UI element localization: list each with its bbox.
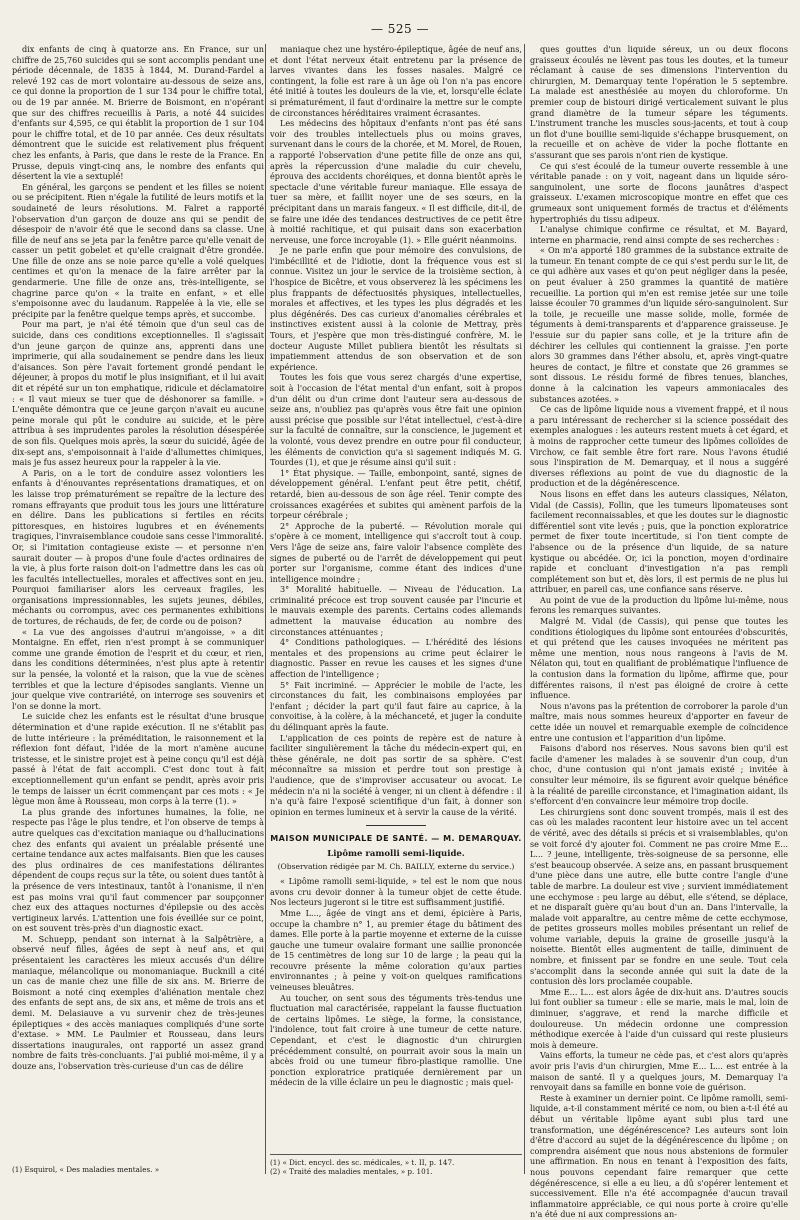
paragraph: En général, les garçons se pendent et les filles se noient ou se précipitent. Rien n'égale la futilité de leurs motifs et la soudaineté de leurs résolutions. M. Falret a rapporté l'observation d'un garçon de douze ans qui se pendit de désespoir de n'avoir été que le second dans sa classe. Une fille de neuf ans se jeta par la fenêtre parce qu'elle venait de casser un petit gobelet et qu'elle craignait d'être grondée. Une fille de onze ans se noie parce qu'elle a volé quelques centimes et qu'on la menace de la faire arrêter par la gendarmerie. Une fille de onze ans, très-intelligente, se chagrine parce qu'on « la traite en enfant, » et elle s'empoisonne avec du laudanum. Rappelée à la vie, elle se précipite par la fenêtre quelque temps après, et succombe. bbox=[12, 181, 264, 319]
column-1 bbox=[12, 44, 264, 1184]
column-3 bbox=[530, 44, 788, 1220]
paragraph: Au point de vue de la production du lipôme lui-même, nous ferons les remarques suivantes. bbox=[530, 594, 788, 616]
paragraph: 2° Approche de la puberté. — Révolution morale qui s'opère à ce moment, intelligence qui s'accroît tout à coup. Vers l'âge de seize ans, faire valoir l'absence complète des signes de puberté ou de l'arrêt de développement qui peut porter sur l'organisme, comme étant des indices d'une intelligence moindre ; bbox=[270, 520, 522, 584]
paragraph: L'analyse chimique confirme ce résultat, et M. Bayard, interne en pharmacie, rend ainsi compte de ses recherches : bbox=[530, 224, 788, 245]
paragraph: 1° État physique. — Taille, embonpoint, santé, signes de développement général. L'enfant peut être petit, chétif, retardé, bien au-dessous de son âge réel. Tenir compte des croissances exagérées et subites qui amènent parfois de la torpeur cérébrale ; bbox=[270, 467, 522, 521]
section-heading bbox=[270, 834, 522, 872]
paragraph: Vains efforts, la tumeur ne cède pas, et c'est alors qu'après avoir pris l'avis d'un chirurgien, Mme E... L... est entrée à la maison de santé. Il y a quelques jours, M. Demarquay l'a renvoyait dans sa famille en bonne voie de guérison. bbox=[530, 1050, 788, 1093]
paragraph: Nous lisons en effet dans les auteurs classiques, Nélaton, Vidal (de Cassis), Follin, que les tumeurs lipomateuses sont facilement reconnaissables, et que les doutes sur le diagnostic différentiel sont vite levés ; puis, que la ponction exploratrice permet de fixer toute incertitude, si l'on tient compte de l'absence ou de la présence d'un liquide, de sa nature kystique ou abcédée. Or, ici la ponction, moyen d'ordinaire rapide et concluant d'investigation n'a pas rempli complétement son but et, dès lors, il est permis de ne plus lui attribuer, en pareil cas, une confiance sans réserve. bbox=[530, 488, 788, 595]
paragraph: Reste à examiner un dernier point. Ce lipôme ramolli, semi-liquide, a-t-il constamment mérité ce nom, ou bien a-t-il été au début un véritable lipôme ayant subi plus tard une transformation, une dégénérescence? Les auteurs sont loin d'être d'accord au sujet de la dégénérescence du lipôme ; on comprendra aisément que nous nous abstenions de formuler une affirmation. En nous en tenant à l'exposition des faits, nous pouvons cependant faire remarquer que cette dégénérescence, si elle a eu lieu, a dû s'opérer lentement et successivement. Elle n'a été accompagnée d'aucun travail inflammatoire appréciable, ce qui nous porte à croire qu'elle n'a été due ni aux compressions an- bbox=[530, 1092, 788, 1220]
paragraph: M. Schuepp, pendant son internat à la Salpêtrière, a observé neuf filles, âgées de sept à neuf ans, et qui présentaient les caractères les mieux accusés d'un délire maniaque, mélancolique ou monomaniaque. Bucknill a cité un cas de manie chez une fille de six ans. M. Brierre de Boismont a noté cinq exemples d'aliénation mentale chez des enfants de sept ans, de six ans, et même de trois ans et demi. M. Delasiauve a vu survenir chez de très-jeunes épileptiques « des accès maniaques compliqués d'une sorte d'extase. » MM. Le Paulmier et Rousseau, dans leurs dissertations inaugurales, ont rapporté un assez grand nombre de faits très-concluants. J'ai publié moi-même, il y a douze ans, l'observation très-curieuse d'un cas de délire bbox=[12, 933, 264, 1071]
paragraph: 3° Moralité habituelle. — Niveau de l'éducation. La criminalité précoce est trop souvent causée par l'incurie et le mauvais exemple des parents. Certains codes allemands admettent la mauvaise éducation au nombre des circonstances atténuantes ; bbox=[270, 584, 522, 637]
paragraph: Toutes les fois que vous serez chargés d'une expertise, soit à l'occasion de l'état mental d'un enfant, soit à propos d'un délit ou d'un crime dont l'auteur sera au-dessous de seize ans, n'oubliez pas qu'après vous être fait une opinion aussi précise que possible sur l'état intellectuel, c'est-à-dire sur la faculté de connaître, sur la conscience, le jugement et la volonté, vous devez prendre en outre pour fil conducteur, les éléments de conviction qu'a si sagement indiqués M. G. Tourdes (1), et que je résume ainsi qu'il suit : bbox=[270, 372, 522, 468]
paragraph: Le suicide chez les enfants est le résultat d'une brusque détermination et d'une rapide exécution. Il ne s'établit pas de lutte intérieure : la préméditation, le raisonnement et la réflexion font défaut, l'idée de la mort n'amène aucune tristesse, et le sinistre projet est à peine conçu qu'il est déjà passé à l'état de fait accompli. C'est donc tout à fait exceptionnellement qu'un enfant se pendit, après avoir pris le temps de laisser un écrit commençant par ces mots : « Je lègue mon âme à Rousseau, mon corps à la terre (1). » bbox=[12, 711, 264, 807]
paragraph: ques gouttes d'un liquide séreux, un ou deux flocons graisseux écoulés ne lèvent pas tous les doutes, et la tumeur réclamant à cause de ses dimensions l'intervention du chirurgien, M. Demarquay tente l'opération le 5 septembre. La malade est anesthésiée au moyen du chloroforme. Un premier coup de bistouri dirigé verticalement suivant le plus grand diamètre de la tumeur sépare les téguments. L'instrument tranche les muscles sous-jacents, et tout à coup un flot d'une bouillie semi-liquide s'échappe brusquement, on la recueille et on achève de vider la poche flottante en s'assurant que ses parois n'ont rien de kystique. bbox=[530, 44, 788, 160]
column-divider bbox=[524, 44, 525, 1174]
paragraph: Faisons d'abord nos réserves. Nous savons bien qu'il est facile d'amener les malades à se souvenir d'un coup, d'un choc, d'une contusion qui n'ont jamais existé ; invitée à consulter leur mémoire, ils se figurent avoir quelque bénéfice à la réalité de pareille circonstance, et l'imagination aidant, ils s'efforcent d'en convaincre leur mémoire trop docile. bbox=[530, 743, 788, 807]
paragraph: Les chirurgiens sont donc souvent trompés, mais il est des cas où les malades racontent leur histoire avec un tel accent de vérité, avec des détails si précis et si vraisemblables, qu'on se voit forcé d'y ajouter foi. Comment ne pas croire Mme E... L... ? jeune, intelligente, très-soigneuse de sa personne, elle s'est beaucoup observée. A seize ans, en passant brusquement d'une pièce dans une autre, elle butte contre l'angle d'une table de marbre. La douleur est vive ; survient immédiatement une ecchymose : peu large au début, elle s'étend, se déplace, et ne disparaît guère qu'au bout d'un an. Dans l'intervalle, la malade voit apparaître, au centre même de cette ecchymose, de petites grosseurs molles mobiles présentant un relief de volume variable, depuis la graine de groseille jusqu'à la noisette. Bientôt elles augmentent de taille, diminuent de nombre, et finissent par se fondre en une seule. Tout cela s'accomplit dans la seconde année qui suit la date de la contusion dès lors proclamée coupable. bbox=[530, 806, 788, 987]
paragraph: Ce qui s'est écoulé de la tumeur ouverte ressemble à une véritable panade : on y voit, nageant dans un liquide séro-sanguinolent, une sorte de flocons jaunâtres d'aspect graisseux. L'examen microscopique montre en effet que ces grumeaux sont uniquement formés de tractus et d'éléments hypertrophiés du tissu adipeux. bbox=[530, 160, 788, 224]
footnotes bbox=[270, 1154, 522, 1176]
paragraph: Ce cas de lipôme liquide nous a vivement frappé, et il nous a paru intéressant de rechercher si la science possédait des exemples analogues : les auteurs restent muets à cet égard, et à moins de rapprocher cette tumeur des lipômes colloïdes de Virchow, ce fait semble être fort rare. Nous l'avons étudié sous l'inspiration de M. Demarquay, et il nous a suggéré diverses réflexions au point de vue du diagnostic de la production et de la dégénérescence. bbox=[530, 404, 788, 489]
paragraph: Pour ma part, je n'ai été témoin que d'un seul cas de suicide, dans ces conditions exceptionnelles. Il s'agissait d'un jeune garçon de quinze ans, apprenti dans une imprimerie, qui alla soudainement se pendre dans les lieux d'aisances. Son père l'avait fortement grondé pendant le déjeuner, à propos du motif le plus insignifiant, et il lui avait dit et répété sur un ton emphatique, ridicule et déclamatoire : « Il vaut mieux se tuer que de déshonorer sa famille. » L'enquête démontra que ce jeune garçon n'avait eu aucune peine morale qui pût le conduire au suicide, et le père attribua à ses imprudentes paroles la résolution désespérée de son fils. Quelques mois après, la sœur du suicidé, âgée de dix-sept ans, s'empoisonnait à l'aide d'allumettes chimiques, mais je fus assez heureux pour la rappeler à la vie. bbox=[12, 319, 264, 468]
paragraph: dix enfants de cinq à quatorze ans. En France, sur un chiffre de 25,760 suicides qui se sont accomplis pendant une période décennale, de 1835 à 1844, M. Durand-Fardel a relevé 192 cas de mort volontaire au-dessous de seize ans, ce qui donne la proportion de 1 sur 134 pour le chiffre total, ou de 19 par année. M. Brierre de Boismont, en n'opérant que sur des chiffres recueillis à Paris, a noté 44 suicides d'enfants sur 4,595, ce qui établit la proportion de 1 sur 104 pour le chiffre total, et de 10 par année. Ces deux résultats démontrent que le suicide est relativement plus fréquent chez les enfants, à Paris, que dans le reste de la France. En Prusse, depuis vingt-cinq ans, le nombre des enfants qui désertent la vie a sextuplé! bbox=[12, 44, 264, 182]
footnote: (2) « Traité des maladies mentales, » p. 101. bbox=[270, 1167, 433, 1176]
paragraph: L'application de ces points de repère est de nature à faciliter singulièrement la tâche du médecin-expert qui, en thèse générale, ne doit pas sortir de sa sphère. C'est méconnaître sa mission et perdre tout son prestige à l'audience, que de s'improviser accusateur ou avocat. Le médecin n'a ni la société à venger, ni un client à défendre : il n'a qu'à faire l'exposé scientifique d'un fait, à donner son opinion en termes lumineux et à servir la cause de la vérité. bbox=[270, 732, 522, 817]
paragraph: Les médecins des hôpitaux d'enfants n'ont pas été sans voir des troubles intellectuels plus ou moins graves, survenant dans le cours de la chorée, et M. Morel, de Rouen, a rapporté l'observation d'une petite fille de onze ans qui, après la répercussion d'une maladie du cuir chevelu, éprouva des accidents choréiques, et donna bientôt après le spectacle d'une véritable fureur maniaque. Elle essaya de tuer sa mère, et faillit noyer une de ses sœurs, en la précipitant dans un marais fangeux. « Il est difficile, dit-il, de se faire une idée des tendances destructives de ce petit être à moitié rachitique, et qui puisait dans son exacerbation nerveuse, une force incroyable (1). » Elle guérit néanmoins. bbox=[270, 118, 522, 245]
paragraph: Au toucher, on sent sous des téguments très-tendus une fluctuation mal caractérisée, rappelant la fausse fluctuation de certains lipômes. Le siège, la forme, la consistance, l'indolence, tout fait croire à une tumeur de cette nature. Cependant, et c'est le diagnostic d'un chirurgien précédemment consulté, on pourrait avoir sous la main un abcès froid ou une tumeur fibro-plastique ramollie. Une ponction exploratrice pratiquée dernièrement par un médecin de la ville éclaire un peu le diagnostic ; mais quel- bbox=[270, 992, 522, 1088]
footnote: (1) « Dict. encycl. des sc. médicales, » t. II, p. 147. bbox=[270, 1158, 455, 1167]
column-divider bbox=[265, 44, 266, 1174]
paragraph: « La vue des angoisses d'autrui m'angoisse, » a dit Montaigne. En effet, rien n'est prompt à se communiquer comme une grande émotion de l'esprit et du cœur, et rien, dans les conditions déterminées, n'est plus apte à retentir sur la pensée, la volonté et la raison, que la vue de scènes terribles et que la lecture d'épisodes sanglants. Vienne un jour quelque vive contrariété, on interroge ses souvenirs et l'on se donne la mort. bbox=[12, 626, 264, 711]
paragraph: Malgré M. Vidal (de Cassis), qui pense que toutes les conditions étiologiques du lipôme sont entourées d'obscurités, et qui prétend que les causes invoquées ne méritent pas même une mention, nous nous rangeons à l'avis de M. Nélaton qui, tout en qualifiant de problématique l'influence de la contusion dans la formation du lipôme, affirme que, pour différentes raisons, il n'est pas éloigné de croire à cette influence. bbox=[530, 616, 788, 701]
paragraph: 4° Conditions pathologiques. — L'hérédité des lésions mentales et des propensions au crime peut éclairer le diagnostic. Passer en revue les causes et les signes d'une affection de l'intelligence ; bbox=[270, 637, 522, 680]
footnote: (1) Esquirol, « Des maladies mentales. » bbox=[12, 1165, 160, 1174]
paragraph: Je ne parle enfin que pour mémoire des convulsions, de l'imbécillité et de l'idiotie, dont la fréquence vous est si connue. Visitez un jour le service de la troisième section, à l'hospice de Bicêtre, et vous observerez là les spécimens les plus frappants de défectuosités physiques, intellectuelles, morales et affectives, et les types les plus dégradés et les plus dégénérés. Des cas curieux d'anomalies cérébrales et instinctives existent aussi à la colonie de Mettray, près Tours, et j'espère que mon très-distingué confrère, M. le docteur Auguste Millet publiera bientôt les résultats si impatiemment attendus de son observation et de son expérience. bbox=[270, 245, 522, 372]
paragraph: Mme L..., âgée de vingt ans et demi, épicière à Paris, occupe la chambre n° 1, au premier étage du bâtiment des dames. Elle porte à la partie moyenne et externe de la cuisse gauche une tumeur ovalaire formant une saillie prononcée de 15 centimètres de long sur 10 de large ; la peau qui la recouvre présente la même coloration qu'aux parties environnantes ; à peine y voit-on quelques ramifications veineuses bleuâtres. bbox=[270, 907, 522, 993]
paragraph: « On m'a apporté 180 grammes de la substance extraite de la tumeur. En tenant compte de ce qui s'est perdu sur le lit, de ce qui adhère aux vases et qu'on peut négliger dans la pesée, on peut évaluer à 250 grammes la quantité de matière recueillie. La portion qui m'en est remise jetée sur une toile laisse écouler 70 grammes d'un liquide séro-sanguinolent. Sur la toile, je recueille une masse solide, molle, formée de téguments à demi-transparents et d'apparence graisseuse. Je l'essuie sur du papier sans colle, et je la triture afin de déchirer les cellules qui contiennent la graisse. J'en porte alors 30 grammes dans l'éther absolu, et, après vingt-quatre heures de contact, je filtre et constate que 26 grammes se sont dissous. Le résidu formé de fibres tenues, blanches, donne à la calcination les vapeurs ammoniacales des substances azotées. » bbox=[530, 245, 788, 404]
section-note: (Observation rédigée par M. Ch. BAILLY, externe du service.) bbox=[277, 861, 515, 871]
paragraph: « Lipôme ramolli semi-liquide, » tel est le nom que nous avons cru devoir donner à la tumeur objet de cette étude. Nos lecteurs jugeront si le titre est suffisamment justifié. bbox=[270, 876, 522, 908]
paragraph: maniaque chez une hystéro-épileptique, âgée de neuf ans, et dont l'état nerveux était entretenu par la présence de larves vivantes dans les fosses nasales. Malgré ce contingent, la folie est rare à un âge où l'on n'a pas encore été initié à toutes les douleurs de la vie, et, lorsqu'elle éclate si prématurément, il faut d'ordinaire la mettre sur le compte de circonstances héréditaires vraiment écrasantes. bbox=[270, 44, 522, 118]
page-number: — 525 — bbox=[370, 22, 430, 36]
paragraph: 5° Fait incriminé. — Apprécier le mobile de l'acte, les circonstances du fait, les combinaisons employées par l'enfant ; décider la part qu'il faut faire au caprice, à la convoitise, à la colère, à la méchanceté, et juger la conduite du délinquant après la faute. bbox=[270, 679, 522, 732]
paragraph: A Paris, on a le tort de conduire assez volontiers les enfants à d'énouvantes représentations dramatiques, et on les laisse trop prématurément se repaître de la lecture des romans effrayants que produit tous les jours une littérature en délire. Dans les publications si fertiles en récits pittoresques, en histoires lugubres et en événements tragiques, l'invraisemblance coudoie sans cesse l'immoralité. Or, si l'imitation contagieuse existe — et personne n'en saurait douter — à propos d'une foule d'actes ordinaires de la vie, à plus forte raison doit-on l'admettre dans les cas où les facultés intellectuelles, morales et affectives sont en jeu. Pourquoi familiariser alors les cerveaux fragiles, les organisations impressionnables, les sujets jeunes, débiles, méchants ou corrompus, avec ces permanentes exhibitions de tortures, de réchauds, de fer, de corde ou de poison? bbox=[12, 467, 264, 627]
section-subtitle: Lipôme ramolli semi-liquide. bbox=[327, 848, 465, 859]
column-2 bbox=[270, 44, 522, 1184]
paragraph: Nous n'avons pas la prétention de corroborer la parole d'un maître, mais nous sommes heureux d'apporter en faveur de cette idée un nouvel et remarquable exemple de coïncidence entre une contusion et l'apparition d'un lipôme. bbox=[530, 700, 788, 743]
section-title: MAISON MUNICIPALE DE SANTÉ. — M. DEMARQUAY. bbox=[270, 834, 522, 844]
paragraph: Mme E... L... est alors âgée de dix-huit ans. D'autres soucis lui font oublier sa tumeur : elle se marie, mais le mal, loin de diminuer, s'aggrave, et rend la marche difficile et douloureuse. Un médecin ordonne une compression méthodique exercée à l'aide d'un cuissard qui reste plusieurs mois à demeure. bbox=[530, 986, 788, 1050]
section-separator bbox=[366, 825, 426, 826]
paragraph: La plus grande des infortunes humaines, la folie, ne respecte pas l'âge le plus tendre, et l'on observe de temps à autre quelques cas d'excitation maniaque ou d'hallucinations chez des enfants qui avaient un préalable présenté une certaine tendance aux actes malfaisants. Bien que les causes des plus ordinaires de ces manifestations délirantes dépendent de coups reçus sur la tête, ou soient dues tantôt à la présence de vers intestinaux, tantôt à l'onanisme, il n'en est pas moins vrai qu'il faut commencer par soupçonner chez eux des attaques nocturnes d'épilepsie ou des accès vertigineux larvés. L'attention une fois éveillée sur ce point, on est souvent très-près d'un diagnostic exact. bbox=[12, 806, 264, 934]
